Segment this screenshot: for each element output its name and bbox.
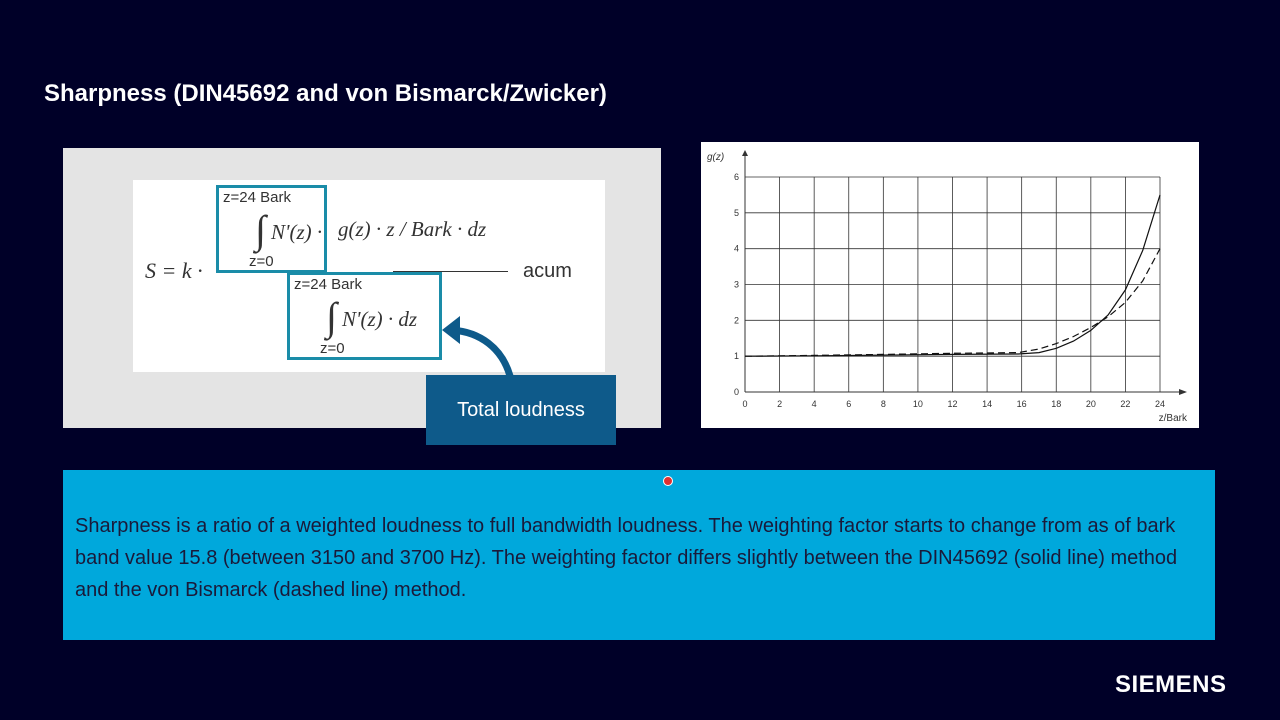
x-tick-label: 12: [947, 399, 958, 409]
numerator-highlight-box: [216, 185, 327, 273]
total-loudness-label: Total loudness: [426, 375, 616, 445]
x-tick-label: 24: [1154, 399, 1166, 409]
x-tick-label: 20: [1085, 399, 1096, 409]
chart-panel: [701, 142, 1199, 428]
x-tick-label: 14: [982, 399, 993, 409]
curved-arrow-icon: [430, 308, 520, 380]
x-tick-label: 18: [1051, 399, 1062, 409]
y-tick-label: 1: [733, 351, 739, 362]
y-axis-label: g(z): [707, 152, 725, 163]
denominator-lower-limit: z=0: [320, 340, 345, 357]
y-tick-label: 0: [733, 387, 739, 397]
chart-axes: [742, 150, 1187, 395]
numerator-integral-sign: ∫: [255, 207, 266, 252]
weighting-chart: [701, 142, 1199, 428]
x-tick-label: 16: [1016, 399, 1027, 409]
denominator-integral-sign: ∫: [326, 294, 337, 339]
description-text: Sharpness is a ratio of a weighted loudness to full bandwidth loudness. The weighting factor starts to change from as of bark band value 15.8 (between 3150 and 3700 Hz). The weighting factor differs slightly between the DIN45692 (solid line) method and the von Bismarck (dashed line) method.: [75, 515, 1178, 601]
y-tick-label: 5: [733, 207, 739, 218]
slide-title: Sharpness (DIN45692 and von Bismarck/Zwicker): [44, 80, 607, 107]
x-tick-label: 10: [912, 399, 923, 409]
chart-ticks: [734, 172, 1165, 409]
numerator-boxed-expression: N'(z) ·: [271, 220, 323, 244]
x-tick-label: 8: [880, 399, 886, 409]
x-axis-label: z/Bark: [1158, 413, 1187, 424]
siemens-logo: SIEMENS: [1115, 671, 1227, 698]
formula-unit: acum: [523, 260, 572, 282]
formula-card: [133, 180, 605, 372]
x-tick-label: 0: [742, 399, 748, 409]
denominator-upper-limit: z=24 Bark: [294, 276, 362, 293]
numerator-upper-limit: z=24 Bark: [223, 189, 291, 206]
numerator-expression: g(z) · z / Bark · dz: [338, 217, 487, 241]
y-tick-label: 4: [733, 243, 739, 254]
denominator-highlight-box: [287, 272, 442, 360]
formula-lhs: S = k ·: [145, 258, 203, 283]
x-tick-label: 2: [777, 399, 783, 409]
x-tick-label: 4: [811, 399, 817, 409]
x-tick-label: 6: [846, 399, 852, 409]
y-tick-label: 3: [733, 279, 739, 290]
x-tick-label: 22: [1120, 399, 1131, 409]
pointer-dot: [663, 476, 673, 486]
numerator-lower-limit: z=0: [249, 253, 274, 270]
denominator-expression: N'(z) · dz: [342, 307, 418, 331]
x-axis-arrow: [1179, 389, 1187, 395]
y-axis-arrow: [742, 150, 748, 156]
chart-grid: [745, 177, 1160, 392]
info-box: [63, 470, 1215, 640]
y-tick-label: 6: [733, 172, 739, 182]
y-tick-label: 2: [733, 315, 739, 326]
